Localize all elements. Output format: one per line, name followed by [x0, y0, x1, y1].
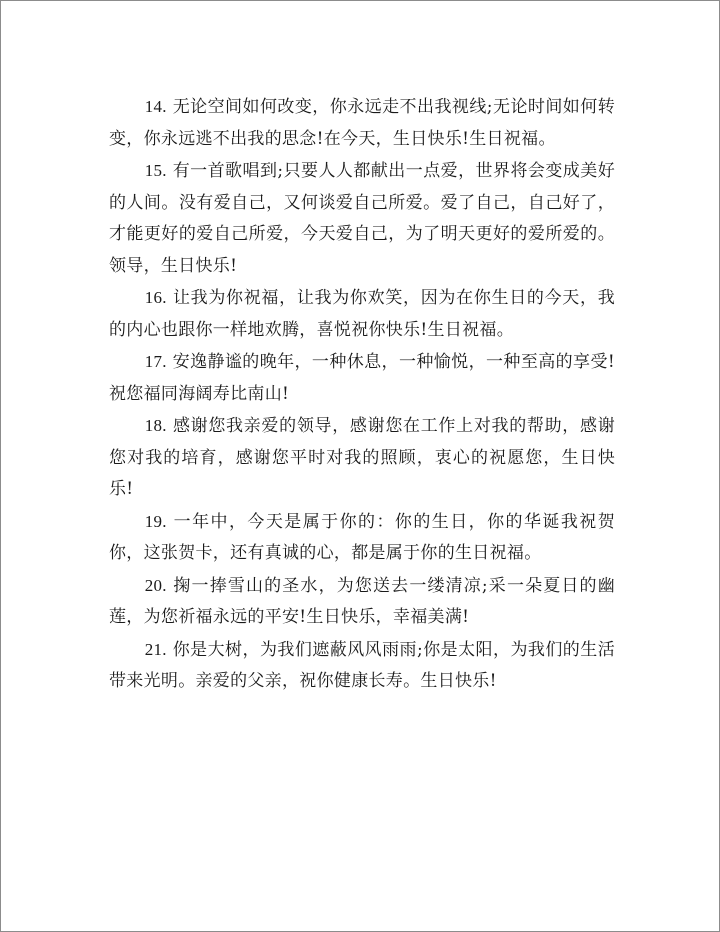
paragraph-text: 安逸静谧的晚年，一种休息，一种愉悦，一种至高的享受!祝您福同海阔寿比南山!	[109, 352, 615, 404]
paragraph-number: 15.	[144, 161, 167, 180]
paragraph-text: 掬一捧雪山的圣水，为您送去一缕清凉;采一朵夏日的幽莲，为您祈福永远的平安!生日快乐，幸福美满!	[109, 575, 615, 627]
paragraph-number: 19.	[144, 511, 167, 531]
paragraph-text: 无论空间如何改变，你永远走不出我视线;无论时间如何转变，你永远逃不出我的思念!在今天，生日快乐!生日祝福。	[109, 97, 615, 149]
paragraph-number: 17.	[144, 352, 167, 371]
paragraph-19	[109, 506, 615, 570]
paragraph-number: 14.	[144, 97, 167, 116]
paragraph-21	[109, 634, 615, 698]
paragraph-14	[109, 91, 615, 155]
paragraph-number: 20.	[144, 575, 167, 595]
paragraph-number: 16.	[144, 288, 167, 307]
paragraph-16	[109, 282, 615, 346]
paragraph-text: 有一首歌唱到;只要人人都献出一点爱，世界将会变成美好的人间。没有爱自己，又何谈爱自己所爱。爱了自己，自己好了，才能更好的爱自己所爱，今天爱自己，为了明天更好的爱所爱的。领导，生日快乐!	[109, 161, 615, 276]
paragraph-text: 让我为你祝福，让我为你欢笑，因为在你生日的今天，我的内心也跟你一样地欢腾，喜悦祝你快乐!生日祝福。	[109, 288, 615, 340]
paragraph-17	[109, 346, 615, 410]
paragraph-number: 18.	[144, 416, 167, 435]
paragraph-number: 21.	[144, 639, 167, 659]
paragraph-text: 感谢您我亲爱的领导，感谢您在工作上对我的帮助，感谢您对我的培育，感谢您平时对我的照顾，衷心的祝愿您，生日快乐!	[109, 416, 615, 499]
paragraph-text: 你是大树，为我们遮蔽风风雨雨;你是太阳，为我们的生活带来光明。亲爱的父亲，祝你健康长寿。生日快乐!	[109, 639, 615, 691]
paragraph-20	[109, 570, 615, 634]
paragraph-text: 一年中，今天是属于你的：你的生日，你的华诞我祝贺你，这张贺卡，还有真诚的心，都是属于你的生日祝福。	[109, 511, 615, 563]
paragraph-18	[109, 410, 615, 506]
document-body	[109, 91, 615, 698]
paragraph-15	[109, 155, 615, 282]
